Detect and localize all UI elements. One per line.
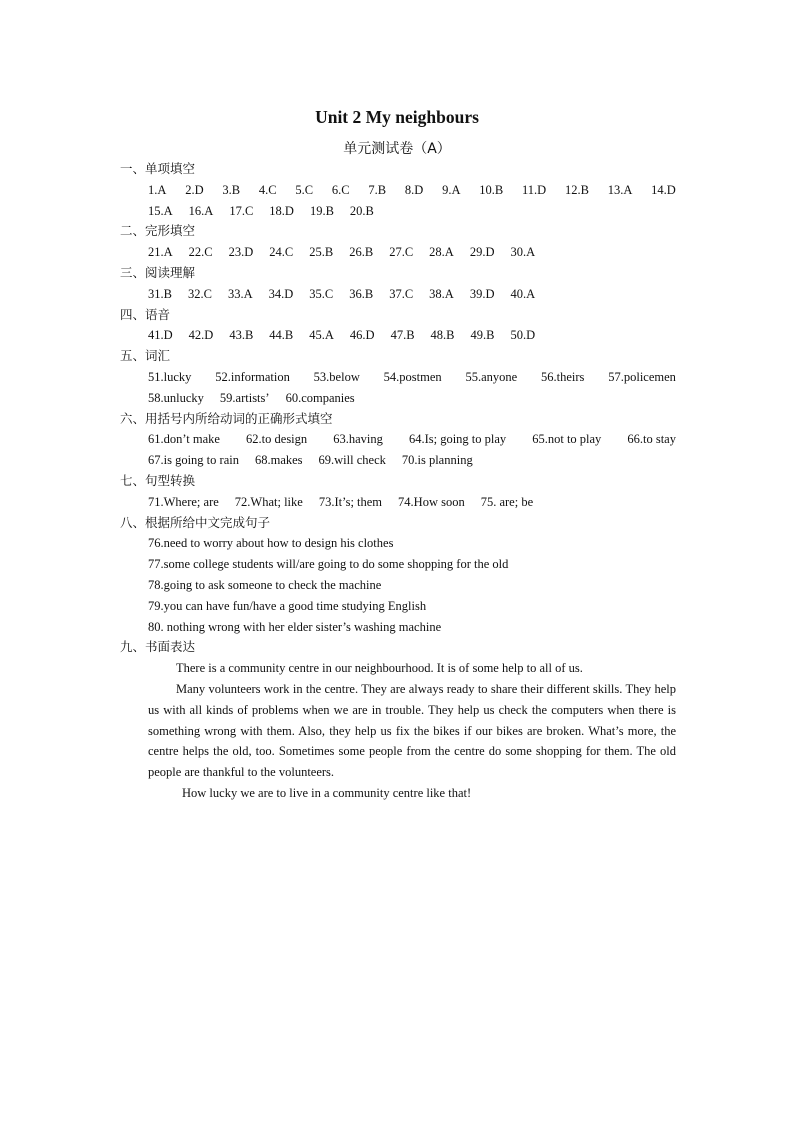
section-heading: 九、书面表达	[120, 639, 196, 655]
answer-item: 18.D	[269, 203, 294, 218]
answer-item: 20.B	[349, 203, 374, 218]
section-heading: 三、阅读理解	[120, 264, 196, 280]
answer-item: 58.unlucky	[148, 390, 204, 405]
answer-item: 48.B	[430, 328, 455, 343]
answer-item: 7.B	[368, 182, 387, 197]
answer-item: 46.D	[349, 328, 375, 343]
answer-item: 27.C	[389, 245, 414, 260]
section-heading: 四、语音	[120, 306, 171, 322]
page-title: Unit 2 My neighbours	[315, 107, 479, 127]
answer-item: 2.D	[185, 182, 204, 197]
answer-body	[120, 159, 676, 804]
answer-row	[120, 450, 676, 471]
answer-row	[120, 492, 676, 513]
essay-paragraph: Many volunteers work in the centre. They are always ready to share their different skills. They help us with all kinds of problems when we are in trouble. They help us check the computers when there is something wrong with them. Also, they help us fix the bikes if our bikes are broken. What’s more, the centre helps the old, too. Sometimes some people from the centre do some shopping for them. The old people are thankful to the volunteers.	[148, 681, 676, 780]
answer-item: 16.A	[188, 203, 214, 218]
answer-item: 53.below	[313, 369, 360, 384]
answer-item: 40.A	[510, 286, 536, 301]
answer-item: 49.B	[470, 328, 495, 343]
answer-item: 1.A	[148, 182, 167, 197]
answer-item: 70.is planning	[401, 453, 473, 468]
answer-item: 61.don’t make	[148, 432, 220, 447]
answer-row	[120, 325, 676, 346]
answer-item: 63.having	[333, 432, 383, 447]
page-subtitle: 单元测试卷（A）	[343, 141, 451, 157]
answer-item: 38.A	[429, 286, 454, 301]
answer-row	[120, 242, 676, 263]
answer-item: 24.C	[269, 245, 294, 260]
answer-item: 32.C	[187, 286, 212, 301]
answer-item: 21.A	[148, 245, 173, 260]
answer-item: 22.C	[188, 245, 213, 260]
answer-item: 42.D	[188, 328, 214, 343]
answer-item: 35.C	[309, 286, 334, 301]
answer-item: 55.anyone	[465, 369, 518, 384]
answer-item: 75. are; be	[480, 494, 534, 509]
essay-paragraph: How lucky we are to live in a community centre like that!	[182, 785, 472, 800]
answer-item: 45.A	[309, 328, 334, 343]
answer-item: 52.information	[215, 369, 290, 384]
answer-item: 5.C	[295, 182, 314, 197]
answer-item: 57.policemen	[608, 369, 676, 384]
answer-item: 74.How soon	[398, 494, 465, 509]
answer-line: 78.going to ask someone to check the machine	[148, 577, 382, 592]
answer-item: 71.Where; are	[148, 494, 219, 509]
model-essay	[120, 658, 676, 804]
answer-item: 69.will check	[318, 453, 386, 468]
answer-item: 56.theirs	[541, 369, 585, 384]
answer-item: 62.to design	[246, 432, 308, 447]
answer-item: 12.B	[564, 182, 589, 197]
answer-item: 43.B	[229, 328, 254, 343]
answer-item: 59.artists’	[219, 390, 270, 405]
answer-item: 54.postmen	[383, 369, 442, 384]
section-heading: 六、用括号内所给动词的正确形式填空	[120, 410, 333, 426]
answer-item: 67.is going to rain	[148, 453, 239, 468]
answer-item: 36.B	[349, 286, 374, 301]
answer-item: 8.D	[404, 182, 424, 197]
essay-paragraph: There is a community centre in our neighbourhood. It is of some help to all of us.	[176, 661, 583, 676]
answer-row	[120, 367, 676, 388]
answer-item: 41.D	[148, 328, 173, 343]
section-heading: 一、单项填空	[120, 161, 196, 176]
section-heading: 二、完形填空	[120, 223, 196, 239]
answer-item: 23.D	[228, 245, 254, 260]
answer-item: 50.D	[510, 328, 536, 343]
answer-row	[120, 180, 676, 201]
answer-item: 30.A	[510, 245, 536, 260]
section-heading: 八、根据所给中文完成句子	[120, 514, 271, 530]
answer-row	[120, 429, 676, 450]
answer-item: 4.C	[258, 182, 277, 197]
answer-item: 29.D	[469, 245, 495, 260]
answer-line: 80. nothing wrong with her elder sister’s washing machine	[148, 619, 442, 634]
answer-item: 6.C	[331, 182, 350, 197]
answer-item: 3.B	[222, 182, 241, 197]
answer-item: 37.C	[389, 286, 414, 301]
answer-row	[120, 388, 676, 409]
answer-item: 26.B	[349, 245, 374, 260]
answer-item: 28.A	[429, 245, 454, 260]
answer-item: 65.not to play	[532, 432, 602, 447]
answer-line: 79.you can have fun/have a good time studying English	[148, 598, 427, 613]
answer-item: 25.B	[309, 245, 334, 260]
answer-item: 31.B	[148, 286, 172, 301]
section-heading: 七、句型转换	[120, 472, 196, 488]
answer-item: 9.A	[442, 182, 461, 197]
answer-row	[120, 284, 676, 305]
answer-item: 13.A	[607, 182, 633, 197]
section-heading: 五、词汇	[120, 348, 171, 364]
answer-item: 60.companies	[285, 390, 355, 405]
answer-item: 68.makes	[254, 453, 303, 468]
answer-item: 64.Is; going to play	[408, 432, 507, 447]
answer-line: 76.need to worry about how to design his clothes	[148, 536, 394, 551]
answer-item: 72.What; like	[234, 494, 303, 509]
answer-item: 47.B	[390, 328, 415, 343]
answer-item: 19.B	[309, 203, 334, 218]
answer-item: 33.A	[227, 286, 253, 301]
answer-item: 10.B	[479, 182, 504, 197]
answer-line: 77.some college students will/are going to do some shopping for the old	[148, 557, 509, 572]
answer-item: 66.to stay	[627, 432, 676, 447]
answer-item: 73.It’s; them	[318, 494, 383, 509]
answer-item: 44.B	[269, 328, 294, 343]
answer-row	[120, 201, 676, 222]
answer-item: 14.D	[651, 182, 676, 197]
answer-item: 17.C	[229, 203, 254, 218]
answer-item: 11.D	[522, 182, 547, 197]
answer-item: 51.lucky	[148, 369, 192, 384]
answer-item: 15.A	[148, 203, 173, 218]
answer-item: 34.D	[268, 286, 294, 301]
answer-item: 39.D	[469, 286, 495, 301]
